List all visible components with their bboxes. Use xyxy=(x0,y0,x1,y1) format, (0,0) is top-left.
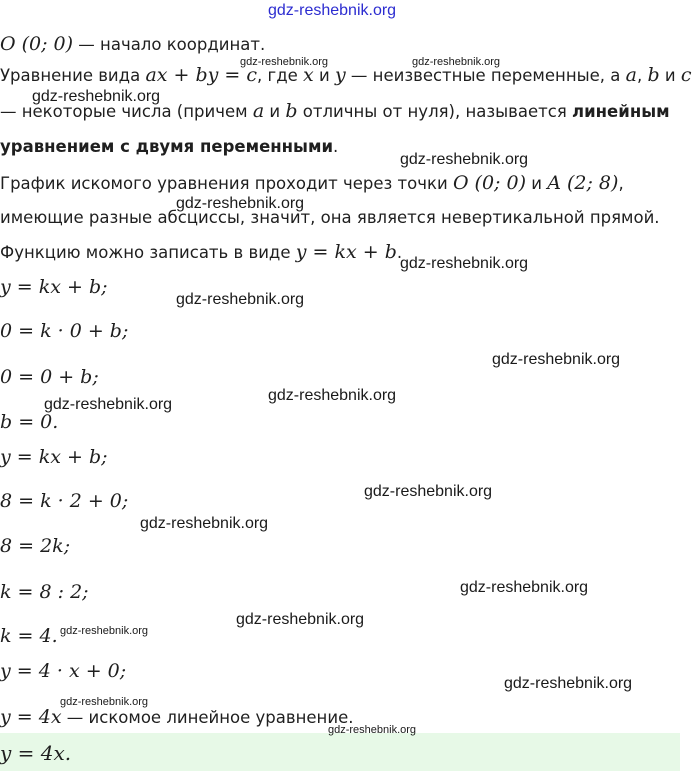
watermark: gdz-reshebnik.org xyxy=(176,291,305,308)
text-line-function-form: Функцию можно записать в виде y = kx + b. xyxy=(0,241,403,263)
equation-line: k = 4. xyxy=(0,625,58,647)
watermark: gdz-reshebnik.org xyxy=(364,483,493,500)
text-line-graph-points: График искомого уравнения проходит через точки O (0; 0) и A (2; 8), xyxy=(0,172,624,194)
watermark: gdz-reshebnik.org xyxy=(492,351,621,368)
watermark: gdz-reshebnik.org xyxy=(44,396,173,413)
equation-line: 0 = k · 0 + b; xyxy=(0,320,129,342)
text-line-definition: — некоторые числа (причем a и b отличны от нуля), называется линейным xyxy=(0,100,670,122)
watermark: gdz-reshebnik.org xyxy=(176,195,305,212)
watermark: gdz-reshebnik.org xyxy=(460,579,589,596)
watermark: gdz-reshebnik.org xyxy=(140,515,269,532)
watermark: gdz-reshebnik.org xyxy=(240,56,329,68)
watermark: gdz-reshebnik.org xyxy=(328,724,417,736)
watermark: gdz-reshebnik.org xyxy=(32,88,161,105)
equation-line: y = kx + b; xyxy=(0,276,108,298)
watermark: gdz-reshebnik.org xyxy=(400,151,529,168)
equation-line: b = 0. xyxy=(0,411,59,433)
equation-line: 8 = 2k; xyxy=(0,535,71,557)
equation-line: k = 8 : 2; xyxy=(0,581,89,603)
watermark: gdz-reshebnik.org xyxy=(504,675,633,692)
answer-equation: y = 4x. xyxy=(0,741,72,765)
equation-line: 8 = k · 2 + 0; xyxy=(0,490,129,512)
watermark: gdz-reshebnik.org xyxy=(236,611,365,628)
watermark: gdz-reshebnik.org xyxy=(60,696,149,708)
watermark: gdz-reshebnik.org xyxy=(268,387,397,404)
watermark: gdz-reshebnik.org xyxy=(268,2,397,19)
watermark: gdz-reshebnik.org xyxy=(60,625,149,637)
text-line-result: y = 4x — искомое линейное уравнение. xyxy=(0,706,354,728)
answer-highlight xyxy=(0,733,680,771)
text-line-origin: O (0; 0) — начало координат. xyxy=(0,33,266,55)
watermark: gdz-reshebnik.org xyxy=(400,255,529,272)
text-line-abscissas: имеющие разные абсциссы, значит, она является невертикальной прямой. xyxy=(0,208,660,227)
text-line-equation-form: Уравнение вида ax + by = c, где x и y — неизвестные переменные, а a, b и c xyxy=(0,64,692,86)
text-line-definition-end: уравнением с двумя переменными. xyxy=(0,137,339,156)
equation-line: 0 = 0 + b; xyxy=(0,366,99,388)
equation-line: y = 4 · x + 0; xyxy=(0,660,127,682)
watermark: gdz-reshebnik.org xyxy=(412,56,501,68)
equation-line: y = kx + b; xyxy=(0,446,108,468)
